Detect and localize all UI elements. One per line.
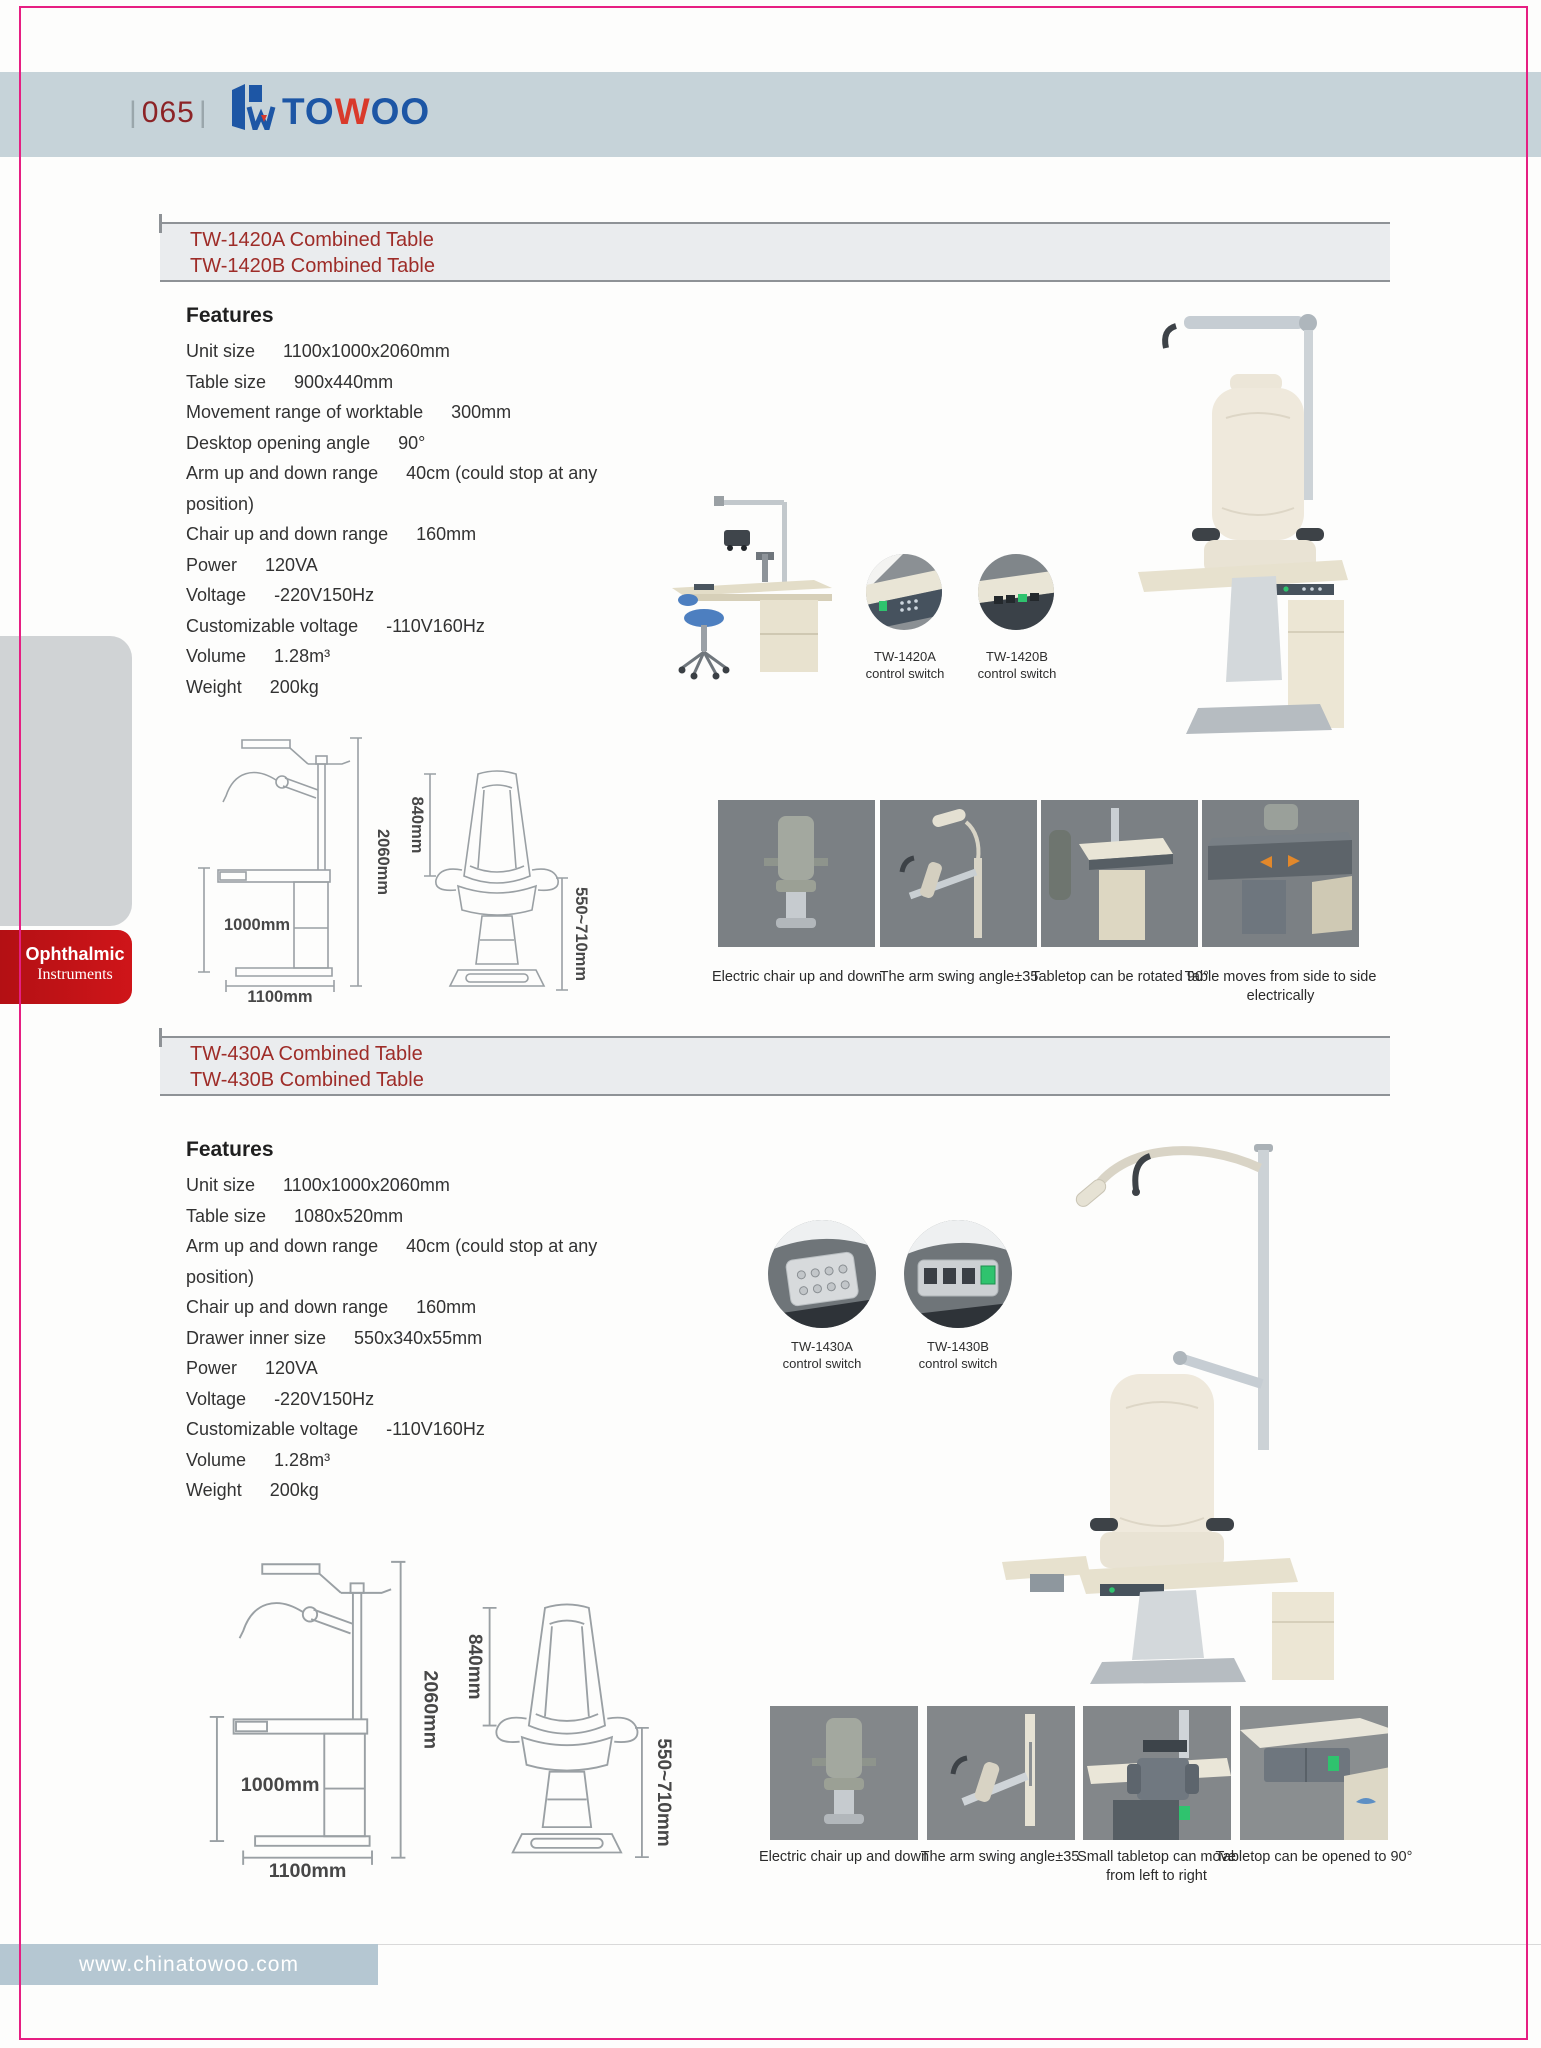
section1-thumb-chair: [718, 800, 875, 947]
side-tab-gray: [0, 636, 132, 926]
feature-row: [186, 428, 771, 459]
feature-label: Weight: [186, 676, 242, 697]
feature-value: 160mm: [416, 524, 477, 544]
section1-thumb-tabletop: [1041, 800, 1198, 947]
dim-depth: 1000mm: [240, 1773, 320, 1796]
dim-total-height: 2060mm: [374, 828, 392, 896]
feature-value: 40cm (could stop at any: [406, 1236, 598, 1256]
switch-model: TW-1430B: [927, 1339, 989, 1354]
section2-thumb-caption-2: The arm swing angle±35: [920, 1849, 1080, 1865]
feature-label: Power: [186, 554, 238, 575]
switch-model: TW-1420B: [986, 649, 1048, 664]
switch-label: control switch: [865, 666, 945, 681]
feature-label: Chair up and down range: [186, 1297, 389, 1317]
feature-label: Weight: [186, 1480, 242, 1500]
feature-row: [186, 1170, 771, 1201]
dim-width: 1100mm: [268, 1859, 347, 1878]
dim-width: 1100mm: [247, 988, 313, 1003]
page-number-value: 065: [141, 96, 195, 129]
section1-switch-photo-b: [978, 554, 1054, 630]
switch-label: control switch: [918, 1356, 998, 1371]
header-band: [0, 72, 1541, 157]
towoo-logo-icon: [230, 84, 276, 130]
side-tab-category: [0, 930, 132, 1004]
feature-row: [186, 1353, 771, 1384]
feature-value: 40cm (could stop at any: [406, 463, 598, 483]
wordmark-part-3: OO: [370, 91, 431, 132]
feature-value: 900x440mm: [294, 371, 394, 392]
feature-value: -110V160Hz: [386, 615, 485, 636]
feature-row: [186, 1201, 771, 1232]
switch-label: control switch: [782, 1356, 862, 1371]
section1-thumb-caption-4: Table moves from side to side electrically: [1184, 969, 1377, 1004]
feature-row: [186, 1475, 771, 1506]
feature-label: Unit size: [186, 1175, 256, 1195]
feature-row: [186, 1292, 771, 1323]
feature-label: Table size: [186, 1205, 267, 1226]
feature-value: 160mm: [416, 1297, 477, 1317]
feature-row: [186, 1262, 771, 1293]
feature-label: position): [186, 1266, 255, 1287]
feature-value: -110V160Hz: [386, 1419, 485, 1439]
feature-value: 90°: [398, 432, 426, 453]
dim-total-height: 2060mm: [419, 1670, 442, 1750]
side-tab-line2: Instruments: [37, 966, 113, 983]
section1-title-line1: TW-1420A Combined Table: [190, 229, 434, 251]
section1-title-bar: [160, 222, 1390, 282]
feature-row: [186, 397, 771, 428]
section2-chair-diagram: [455, 1575, 680, 1875]
features-heading: Features: [186, 304, 274, 327]
section2-unit-diagram: [200, 1538, 445, 1878]
feature-label: Voltage: [186, 1388, 247, 1409]
feature-label: Table size: [186, 371, 267, 392]
feature-label: Arm up and down range: [186, 463, 379, 483]
feature-row: [186, 336, 771, 367]
section1-switch-caption-a: [840, 648, 970, 682]
section1-thumb-caption-1: Electric chair up and down: [711, 969, 883, 985]
feature-label: Unit size: [186, 341, 256, 361]
section2-switch-photo-a: [768, 1220, 876, 1328]
section1-title-line2: TW-1420B Combined Table: [190, 255, 435, 277]
feature-label: Customizable voltage: [186, 1419, 359, 1439]
feature-value: 120VA: [265, 554, 318, 575]
feature-value: 1100x1000x2060mm: [283, 341, 450, 361]
feature-label: Voltage: [186, 585, 247, 605]
section2-thumb-caption-3: Small tabletop can move from left to right: [1077, 1849, 1236, 1884]
section2-thumb-caption-4: Tabletop can be opened to 90°: [1215, 1849, 1413, 1865]
section2-thumb-small-tabletop: [1083, 1706, 1231, 1840]
feature-row: [186, 1414, 771, 1445]
feature-value: -220V150Hz: [274, 1388, 375, 1409]
feature-value: 200kg: [269, 676, 319, 697]
feature-value: 120VA: [265, 1358, 318, 1378]
feature-value: 550x340x55mm: [354, 1327, 483, 1348]
feature-row: [186, 367, 771, 398]
section1-thumb-caption-2: The arm swing angle±35: [879, 969, 1039, 985]
features-heading: Features: [186, 1138, 274, 1161]
title-bar-tick: [159, 214, 162, 233]
dim-back-height: 840mm: [463, 1633, 485, 1700]
section2-title-bar: [160, 1036, 1390, 1096]
feature-label: Drawer inner size: [186, 1327, 327, 1348]
section1-unit-diagram: [190, 718, 395, 1003]
title-bar-tick: [159, 1028, 162, 1047]
dim-seat-height: 550~710mm: [572, 886, 590, 982]
dim-depth: 1000mm: [224, 916, 291, 934]
section2-title-line1: TW-430A Combined Table: [190, 1043, 423, 1065]
feature-value: 200kg: [269, 1480, 319, 1500]
feature-row: [186, 1323, 771, 1354]
section1-switch-photo-a: [866, 554, 942, 630]
dim-back-height: 840mm: [408, 796, 426, 854]
feature-label: Desktop opening angle: [186, 432, 371, 453]
section2-thumb-arm: [927, 1706, 1075, 1840]
section2-main-photo: [990, 1122, 1365, 1687]
feature-label: position): [186, 493, 255, 514]
feature-row: [186, 1231, 771, 1262]
section1-thumb-table-move: [1202, 800, 1359, 947]
brand-wordmark: [282, 93, 430, 130]
section1-switch-caption-b: [952, 648, 1082, 682]
feature-label: Arm up and down range: [186, 1236, 379, 1256]
dim-seat-height: 550~710mm: [653, 1738, 675, 1847]
side-tab-line1: Ophthalmic: [25, 944, 125, 964]
page-number-pipe-left: |: [129, 96, 138, 129]
feature-label: Power: [186, 1358, 238, 1378]
section1-chair-diagram: [400, 748, 595, 1003]
wordmark-part-2: W: [334, 91, 371, 132]
feature-row: [186, 1384, 771, 1415]
feature-value: 1.28m³: [274, 646, 331, 666]
switch-model: TW-1420A: [874, 649, 936, 664]
section1-thumb-caption-3: Tabletop can be rotated 90°: [1031, 969, 1209, 985]
section1-unit-photo: [664, 468, 849, 688]
page-number-pipe-right: |: [198, 96, 208, 129]
wordmark-part-1: TO: [282, 91, 335, 132]
feature-row: [186, 1445, 771, 1476]
section2-features: [186, 1138, 771, 1506]
feature-label: Customizable voltage: [186, 615, 359, 636]
switch-label: control switch: [977, 666, 1057, 681]
feature-value: 1.28m³: [274, 1449, 331, 1470]
feature-value: 300mm: [451, 402, 512, 422]
feature-label: Movement range of worktable: [186, 402, 424, 422]
switch-model: TW-1430A: [791, 1339, 853, 1354]
page-number: [125, 96, 212, 130]
feature-value: -220V150Hz: [274, 585, 375, 605]
section2-title-line2: TW-430B Combined Table: [190, 1069, 424, 1091]
feature-label: Volume: [186, 1449, 247, 1470]
section2-switch-caption-a: [757, 1338, 887, 1372]
section1-main-photo: [1080, 288, 1358, 748]
section1-thumb-arm: [880, 800, 1037, 947]
brand-logo: [230, 84, 430, 130]
feature-value: 1100x1000x2060mm: [283, 1175, 450, 1195]
footer-url: www.chinatowoo.com: [0, 1944, 378, 1985]
section2-thumb-drawer: [1240, 1706, 1388, 1840]
feature-label: Chair up and down range: [186, 524, 389, 544]
feature-label: Volume: [186, 646, 247, 666]
feature-value: 1080x520mm: [294, 1205, 404, 1226]
section2-thumb-caption-1: Electric chair up and down: [758, 1849, 930, 1865]
section2-thumb-chair: [770, 1706, 918, 1840]
